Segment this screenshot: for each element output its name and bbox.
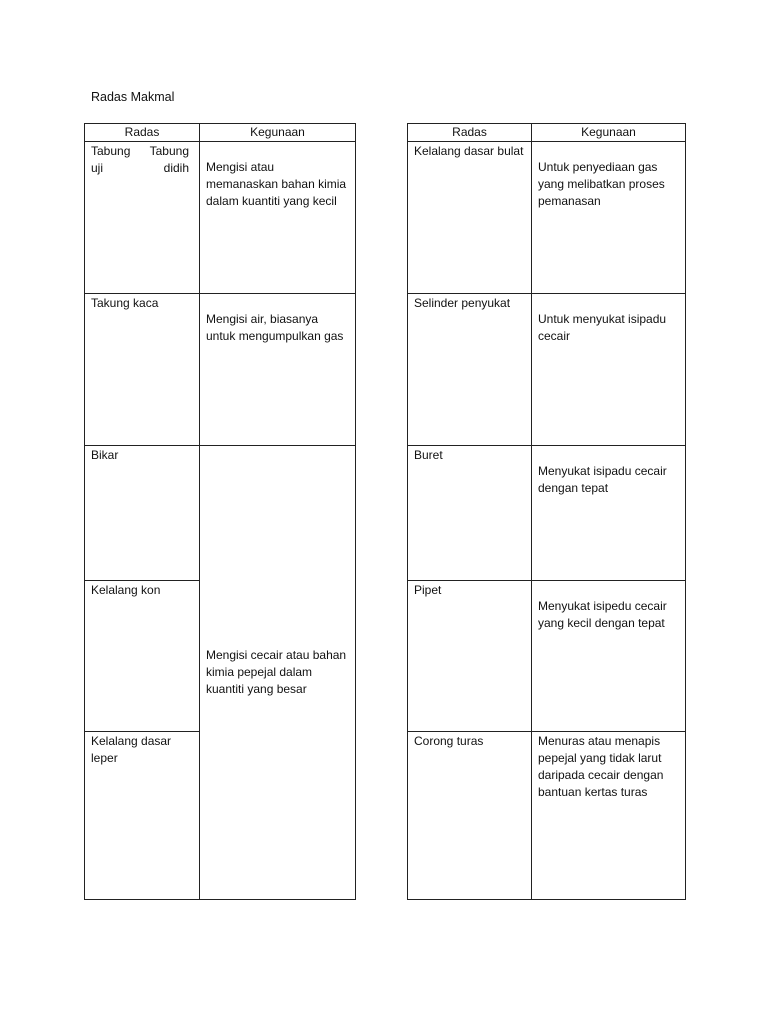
- apparatus-table-right: [407, 123, 686, 900]
- apparatus-name: Bikar: [85, 446, 200, 581]
- header-kegunaan: Kegunaan: [532, 124, 686, 142]
- apparatus-name-cell: [85, 142, 200, 294]
- apparatus-name: Selinder penyukat: [408, 294, 532, 446]
- apparatus-use: Mengisi air, biasanya untuk mengumpulkan gas: [200, 294, 356, 446]
- header-radas: Radas: [85, 124, 200, 142]
- apparatus-name-tabung-didih: Tabung didih: [149, 144, 189, 175]
- apparatus-use: Untuk menyukat isipadu cecair: [532, 294, 686, 446]
- table-row: [408, 142, 686, 294]
- apparatus-use-merged: Mengisi cecair atau bahan kimia pepejal dalam kuantiti yang besar: [200, 446, 356, 900]
- table-row: [85, 142, 356, 294]
- header-kegunaan: Kegunaan: [200, 124, 356, 142]
- apparatus-name: Pipet: [408, 581, 532, 732]
- apparatus-name: Kelalang kon: [85, 581, 200, 732]
- table-row: [408, 732, 686, 900]
- table-header-row: [85, 124, 356, 142]
- table-row: [408, 294, 686, 446]
- apparatus-name: Kelalang dasar bulat: [408, 142, 532, 294]
- apparatus-name: Kelalang dasar leper: [85, 732, 200, 900]
- apparatus-use: Menuras atau menapis pepejal yang tidak larut daripada cecair dengan bantuan kertas turas: [532, 732, 686, 900]
- table-row: [408, 446, 686, 581]
- apparatus-use: Menyukat isipedu cecair yang kecil dengan tepat: [532, 581, 686, 732]
- apparatus-name-tabung-uji: Tabung uji: [91, 144, 131, 175]
- apparatus-name: Corong turas: [408, 732, 532, 900]
- apparatus-name: Takung kaca: [85, 294, 200, 446]
- table-row: [408, 581, 686, 732]
- apparatus-name-pair: [91, 143, 189, 177]
- apparatus-use: Menyukat isipadu cecair dengan tepat: [532, 446, 686, 581]
- table-header-row: [408, 124, 686, 142]
- table-row: [85, 446, 356, 581]
- apparatus-name: Buret: [408, 446, 532, 581]
- apparatus-use: Mengisi atau memanaskan bahan kimia dalam kuantiti yang kecil: [200, 142, 356, 294]
- header-radas: Radas: [408, 124, 532, 142]
- page-title: Radas Makmal: [91, 90, 175, 104]
- table-row: [85, 294, 356, 446]
- apparatus-table-left: [84, 123, 356, 900]
- apparatus-use: Untuk penyediaan gas yang melibatkan proses pemanasan: [532, 142, 686, 294]
